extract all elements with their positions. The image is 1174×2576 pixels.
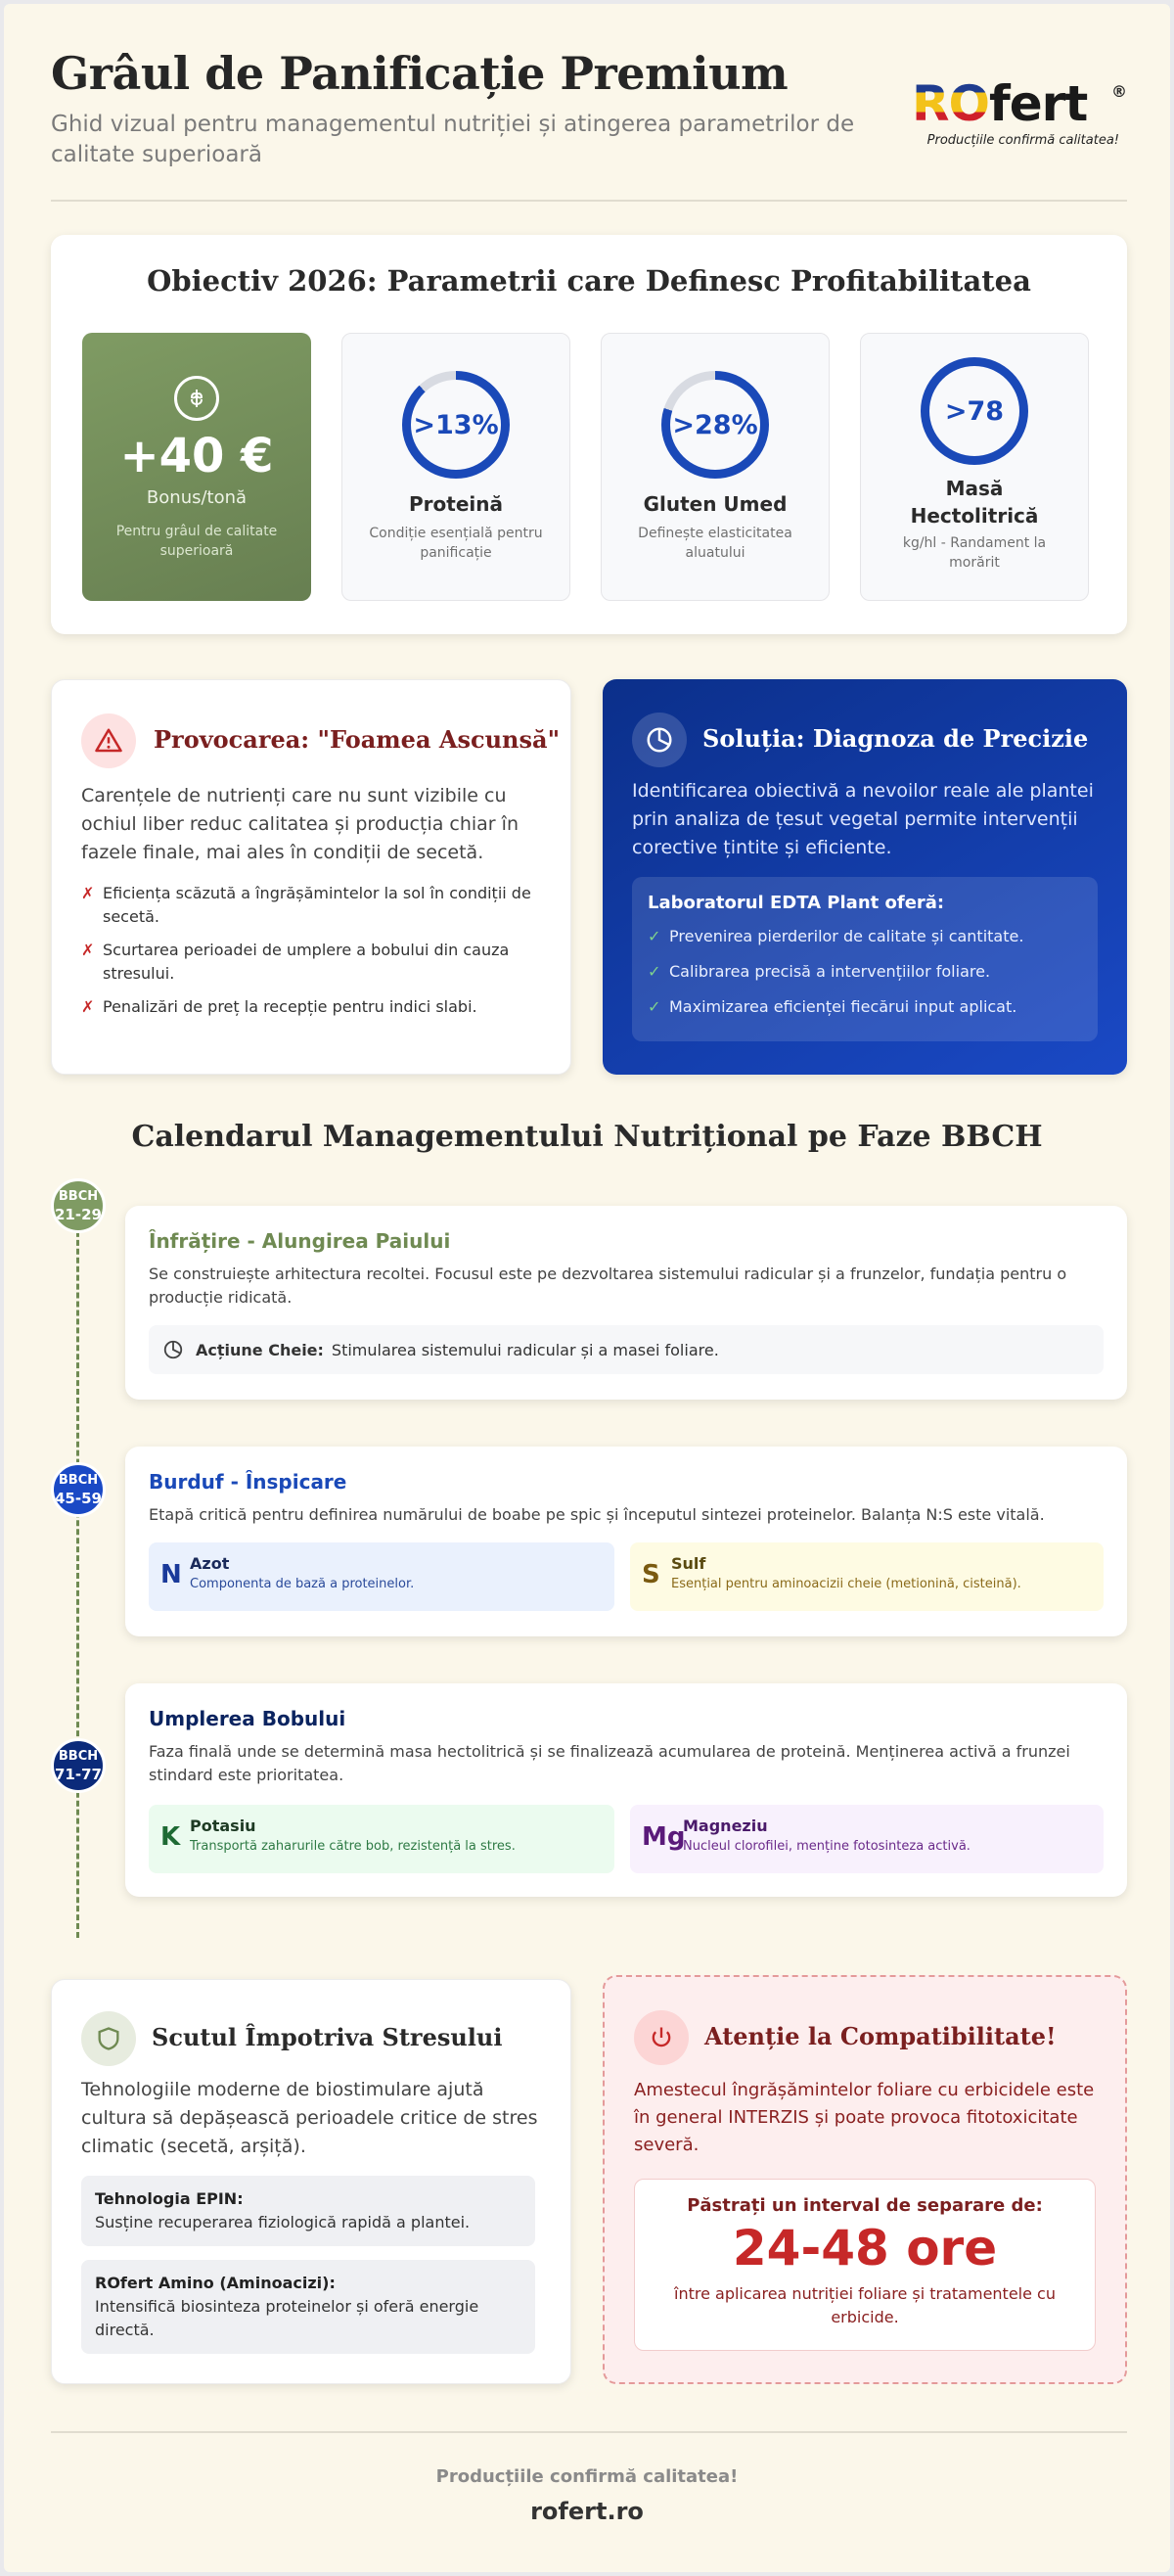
key-action-label: Acțiune Cheie: xyxy=(196,1340,324,1359)
bbch-badge-21: BBCH 21-29 xyxy=(51,1178,106,1233)
logo-wordmark xyxy=(912,76,1127,131)
lab-box xyxy=(632,877,1098,1041)
objective-card xyxy=(51,235,1127,634)
stage-desc: Etapă critică pentru definirea numărului de boabe pe spic și începutul sintezei proteinelor. Balanța N:S este vitală. xyxy=(149,1505,1045,1524)
check-icon: ✓ xyxy=(648,927,661,945)
check-icon: ✓ xyxy=(648,962,661,981)
stage-card-1 xyxy=(125,1206,1127,1400)
gluten-value: >28% xyxy=(670,380,760,470)
footer-divider xyxy=(51,2431,1127,2433)
solution-title: Soluția: Diagnoza de Precizie xyxy=(702,724,1089,753)
bonus-unit: Bonus/tonă xyxy=(146,487,248,508)
protein-desc: Condiție esențială pentru panificație xyxy=(369,526,543,561)
warning-icon xyxy=(81,713,136,768)
gluten-name: Gluten Umed xyxy=(643,492,788,516)
metric-tile-gluten xyxy=(601,333,830,601)
footer-link[interactable]: rofert.ro xyxy=(530,2498,644,2525)
solution-card xyxy=(603,679,1127,1075)
compat-title: Atenție la Compatibilitate! xyxy=(704,2022,1057,2050)
page xyxy=(4,4,1170,2572)
stage-desc: Faza finală unde se determină masa hectolitrică și se finalizează acumularea de proteină. Menținerea activă a frunzei stindard este prioritatea. xyxy=(149,1742,1070,1784)
compat-text: Amestecul îngrășămintelor foliare cu erbicidele este în general INTERZIS și poate provoca fitotoxicitate severă. xyxy=(634,2080,1095,2155)
bonus-tile xyxy=(82,333,311,601)
stress-title: Scutul Împotriva Stresului xyxy=(152,2023,503,2051)
divider xyxy=(51,200,1127,202)
logo-fert: fert xyxy=(989,75,1088,132)
shield-icon xyxy=(81,2011,136,2066)
stage-card-3 xyxy=(125,1683,1127,1897)
logo-ro: RO xyxy=(912,75,990,132)
hectoliter-ring xyxy=(921,357,1028,465)
gluten-ring xyxy=(661,371,769,479)
key-action-text: Stimularea sistemului radicular și a masei foliare. xyxy=(331,1340,719,1359)
lab-list xyxy=(648,925,1082,1019)
nutrient-nitrogen: N Azot Componenta de bază a proteinelor. xyxy=(149,1542,614,1611)
interval-box xyxy=(634,2179,1096,2351)
metric-tile-protein xyxy=(341,333,570,601)
nutrient-sulfur: S Sulf Esențial pentru aminoacizii cheie (metionină, cisteină). xyxy=(630,1542,1104,1611)
x-icon: ✗ xyxy=(81,941,95,959)
footer-tagline: Producțiile confirmă calitatea! xyxy=(435,2466,739,2487)
interval-label: Păstrați un interval de separare de: xyxy=(687,2195,1043,2216)
pie-chart-icon xyxy=(162,1339,184,1360)
challenge-list xyxy=(81,882,541,1029)
key-action xyxy=(149,1325,1104,1374)
metric-tile-hectoliter xyxy=(860,333,1089,601)
challenge-card xyxy=(51,679,571,1075)
protein-value: >13% xyxy=(411,380,501,470)
stage-desc: Se construiește arhitectura recoltei. Focusul este pe dezvoltarea sistemului radicular și a frunzelor, fundația pentru o producție ridicată. xyxy=(149,1265,1067,1307)
x-icon: ✗ xyxy=(81,997,95,1016)
logo-tagline: Producțiile confirmă calitatea! xyxy=(926,133,1119,148)
registered-mark: ® xyxy=(1111,82,1127,101)
solution-text: Identificarea obiectivă a nevoilor reale ale plantei prin analiza de țesut vegetal permite intervenții corective țintite și eficiente. xyxy=(632,780,1094,858)
x-icon: ✗ xyxy=(81,884,95,902)
protein-ring xyxy=(402,371,510,479)
timeline-line xyxy=(76,1214,79,1938)
page-subtitle: Ghid vizual pentru managementul nutriției și atingerea parametrilor de calitate superioară xyxy=(51,112,855,167)
wheat-badge-icon xyxy=(174,376,219,421)
hectoliter-value: >78 xyxy=(929,366,1019,456)
list-item: ✗ Penalizări de preț la recepție pentru indici slabi. xyxy=(81,995,541,1019)
protein-name: Proteină xyxy=(409,492,503,516)
stress-text: Tehnologiile moderne de biostimulare ajută cultura să depășească perioadele critice de stres climatic (secetă, arșiță). xyxy=(81,2079,538,2157)
rofert-logo[interactable] xyxy=(912,76,1127,155)
bbch-badge-45: BBCH 45-59 xyxy=(51,1462,106,1517)
bonus-value: +40 € xyxy=(119,429,274,483)
stage-card-2 xyxy=(125,1447,1127,1636)
lab-title: Laboratorul EDTA Plant oferă: xyxy=(648,893,945,913)
list-item: ✓ Calibrarea precisă a intervențiilor foliare. xyxy=(648,960,1082,984)
bonus-desc: Pentru grâul de calitate superioară xyxy=(115,524,278,559)
challenge-title: Provocarea: "Foamea Ascunsă" xyxy=(154,725,561,754)
list-item: ✗ Scurtarea perioadei de umplere a bobului din cauza stresului. xyxy=(81,941,510,983)
interval-value: 24-48 ore xyxy=(732,2220,998,2277)
list-item: ✓ Maximizarea eficienței fiecărui input aplicat. xyxy=(648,995,1082,1019)
compat-card xyxy=(603,1975,1127,2384)
hectoliter-name: Masă Hectolitrică xyxy=(910,477,1039,528)
list-item: ✗ Eficiența scăzută a îngrășămintelor la sol în condiții de secetă. xyxy=(81,884,531,926)
stage-title: Burduf - Înspicare xyxy=(149,1470,347,1494)
stress-card xyxy=(51,1979,571,2384)
nutrient-potassium: K Potasiu Transportă zaharurile către bob, rezistență la stres. xyxy=(149,1805,614,1873)
bbch-badge-71: BBCH 71-77 xyxy=(51,1738,106,1793)
stage-title: Umplerea Bobului xyxy=(149,1707,346,1730)
stage-title: Înfrățire - Alungirea Paiului xyxy=(149,1229,451,1253)
check-icon: ✓ xyxy=(648,997,661,1016)
pie-chart-icon xyxy=(632,713,687,767)
tech-amino: ROfert Amino (Aminoacizi): Intensifică biosinteza proteinelor și oferă energie directă. xyxy=(81,2260,535,2354)
challenge-text: Carențele de nutrienți care nu sunt vizibile cu ochiul liber reduc calitatea și producția chiar în fazele finale, mai ales în condiții de secetă. xyxy=(81,785,519,863)
nutrient-magnesium: Mg Magneziu Nucleul clorofilei, menține fotosinteza activă. xyxy=(630,1805,1104,1873)
hectoliter-desc: kg/hl - Randament la morărit xyxy=(902,535,1047,571)
timeline-title: Calendarul Managementului Nutrițional pe Faze BBCH xyxy=(131,1120,1043,1154)
page-title: Grâul de Panificație Premium xyxy=(51,47,789,100)
list-item: ✓ Prevenirea pierderilor de calitate și cantitate. xyxy=(648,925,1082,948)
objective-title: Obiectiv 2026: Parametrii care Definesc Profitabilitatea xyxy=(147,264,1031,298)
header xyxy=(51,47,1127,204)
gluten-desc: Definește elasticitatea aluatului xyxy=(638,526,792,561)
power-icon xyxy=(634,2010,689,2065)
tech-epin: Tehnologia EPIN: Susține recuperarea fiziologică rapidă a plantei. xyxy=(81,2176,535,2246)
interval-desc: între aplicarea nutriției foliare și tratamentele cu erbicide. xyxy=(674,2284,1056,2326)
